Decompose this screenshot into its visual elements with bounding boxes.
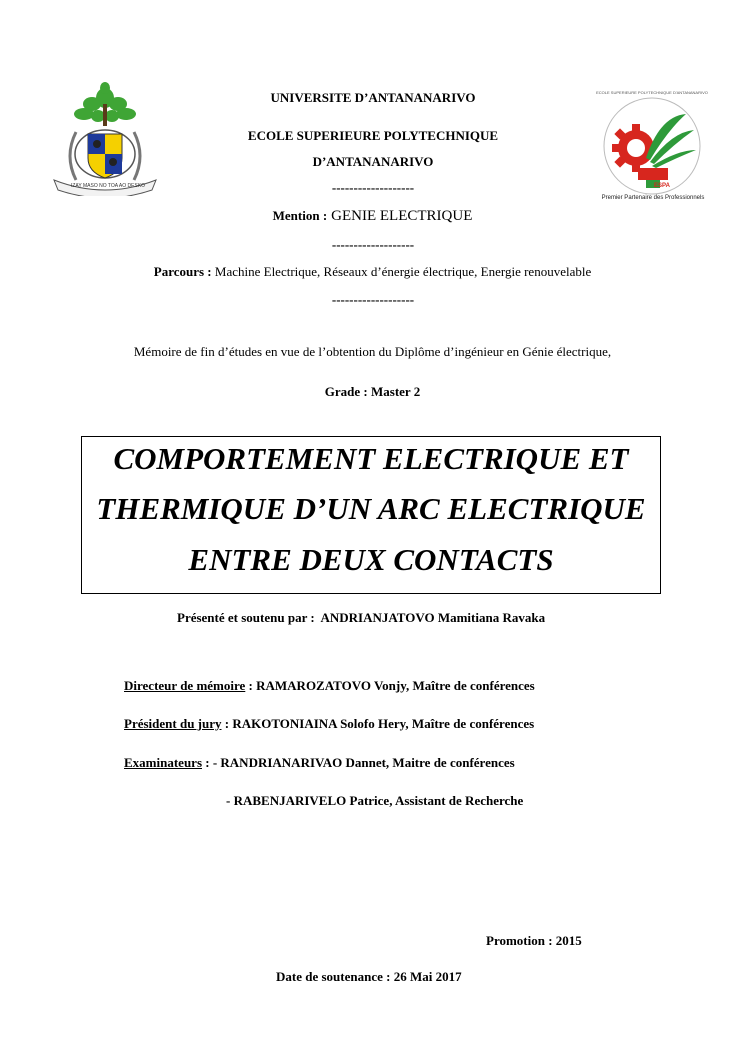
- mention-value: GENIE ELECTRIQUE: [331, 208, 473, 224]
- director-value: : RAMAROZATOVO Vonjy, Maître de conférences: [245, 678, 535, 693]
- promotion: Promotion : 2015: [486, 933, 582, 948]
- university-logo: [46, 76, 164, 196]
- separator-2: -------------------: [331, 237, 415, 252]
- examiner-1: : - RANDRIANARIVAO Dannet, Maitre de conférences: [202, 755, 515, 770]
- university-motto: IZAY MASO NO TOA AO DESKO: [70, 183, 146, 189]
- university-name: UNIVERSITE D’ANTANANARIVO: [270, 90, 476, 105]
- parcours-value: Machine Electrique, Réseaux d’énergie électrique, Energie renouvelable: [214, 264, 592, 279]
- school-name-line1: ECOLE SUPERIEURE POLYTECHNIQUE: [247, 128, 499, 143]
- president-line: [124, 716, 534, 732]
- separator-3: -------------------: [331, 292, 415, 307]
- presenter-line: [177, 610, 545, 626]
- director-line: [124, 678, 535, 694]
- thesis-title-line3: ENTRE DEUX CONTACTS: [188, 542, 554, 577]
- espa-abbrev: ESPA: [654, 183, 670, 189]
- examiners-line: [124, 755, 515, 771]
- mention-line: [0, 207, 745, 225]
- school-name-line2: D’ANTANANARIVO: [312, 154, 434, 169]
- parcours-label: Parcours :: [153, 264, 212, 279]
- thesis-title-line1: COMPORTEMENT ELECTRIQUE ET: [113, 441, 629, 476]
- memoir-description: Mémoire de fin d’études en vue de l’obtention du Diplôme d’ingénieur en Génie électrique,: [133, 344, 612, 359]
- defense-date: Date de soutenance : 26 Mai 2017: [276, 969, 462, 984]
- thesis-title-box: [81, 436, 661, 594]
- espa-logo: [590, 96, 714, 206]
- grade: Grade : Master 2: [324, 384, 421, 399]
- parcours-line: [0, 264, 745, 280]
- director-label: Directeur de mémoire: [124, 678, 246, 693]
- president-label: Président du jury: [124, 716, 222, 731]
- espa-tagline: Premier Partenaire des Professionnels: [601, 195, 705, 201]
- espa-name: ECOLE SUPERIEURE POLYTECHNIQUE D'ANTANANARIVO: [596, 90, 708, 95]
- thesis-title-line2: THERMIQUE D’UN ARC ELECTRIQUE: [96, 491, 646, 526]
- examiner-2: - RABENJARIVELO Patrice, Assistant de Recherche: [226, 793, 524, 808]
- separator-1: -------------------: [331, 180, 415, 195]
- mention-label: Mention :: [272, 208, 328, 223]
- presenter-name: ANDRIANJATOVO Mamitiana Ravaka: [320, 610, 546, 625]
- examiners-label: Examinateurs: [124, 755, 202, 770]
- president-value: : RAKOTONIAINA Solofo Hery, Maître de conférences: [221, 716, 535, 731]
- presenter-label: Présenté et soutenu par :: [177, 610, 315, 625]
